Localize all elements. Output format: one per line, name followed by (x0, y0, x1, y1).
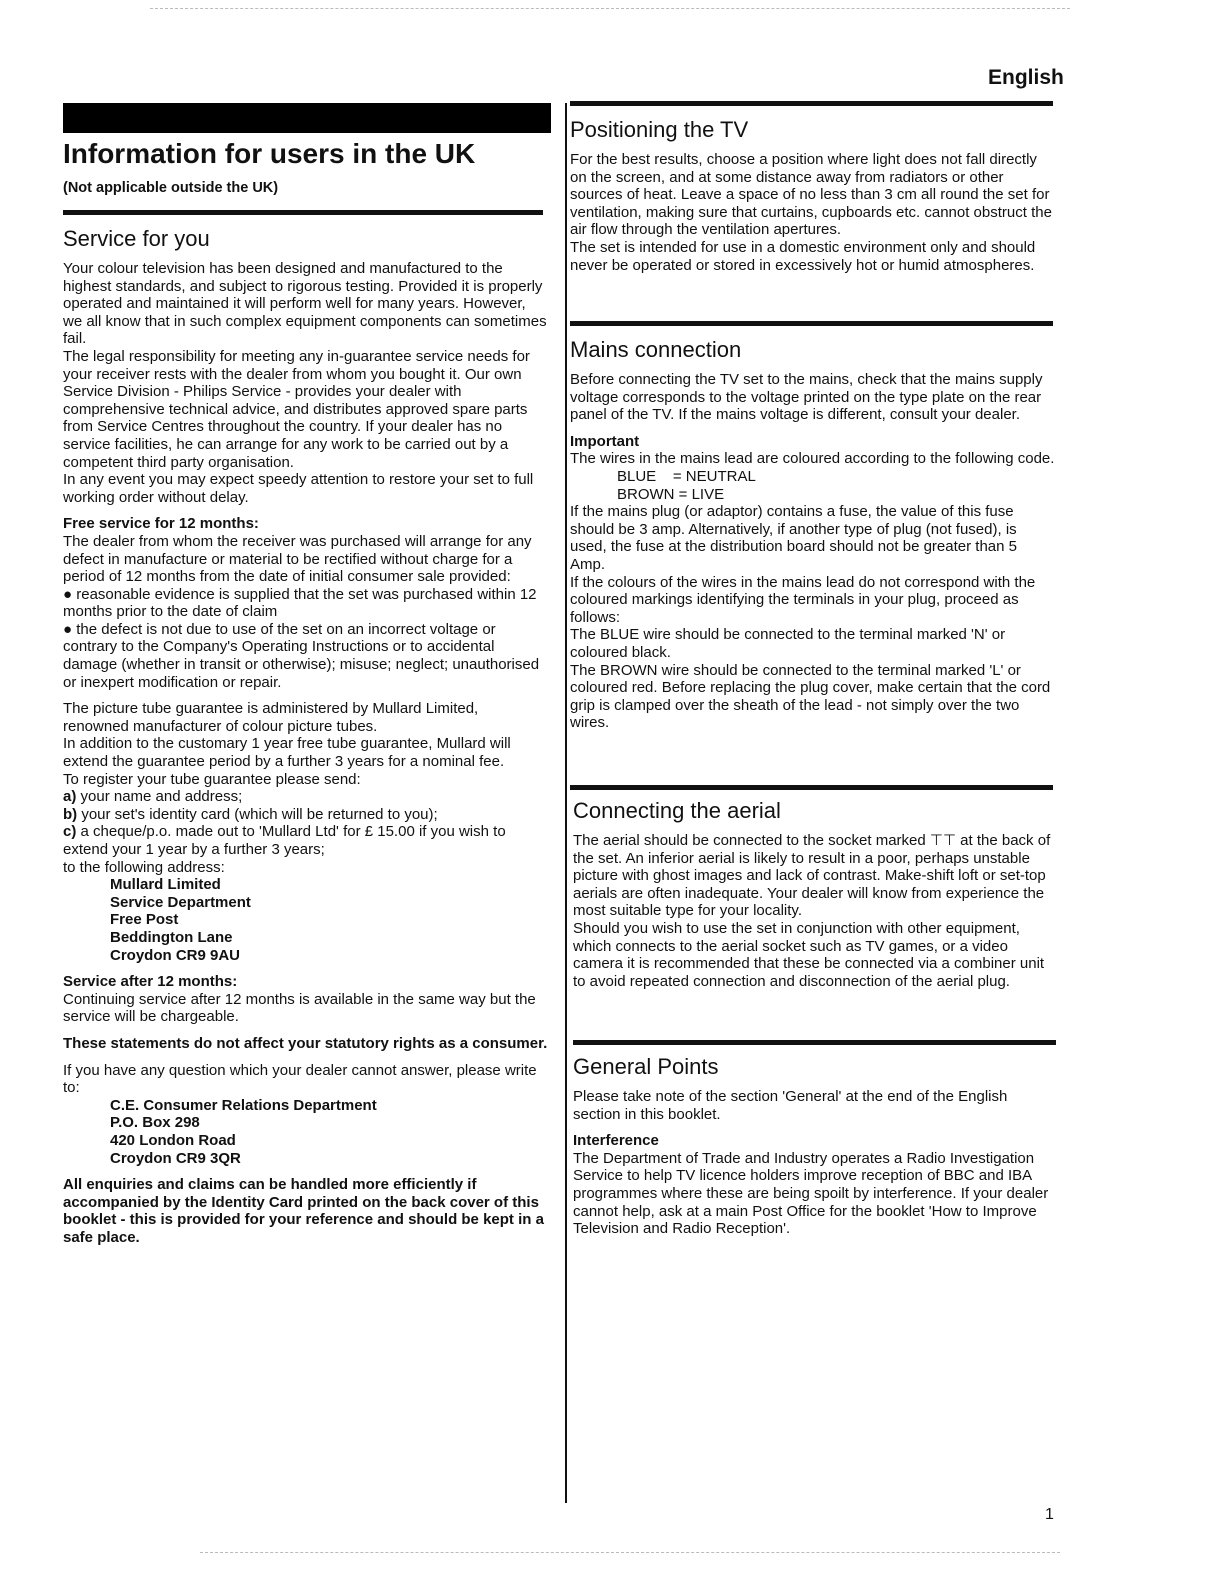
free-service-heading: Free service for 12 months: (63, 515, 259, 533)
paragraph: If you have any question which your dealer cannot answer, please write to: (63, 1061, 537, 1097)
page-title: Information for users in the UK (63, 138, 476, 169)
paragraph: The aerial should be connected to the socket marked ⊤⊤ at the back of the set. An inferior aerial is likely to result in a poor, perhaps unstable picture with ghost images and lack of contrast. Make-shift loft or set-top aerials are often inadequate. Your dealer will know from experience the most suitable type for your locality. (573, 832, 1051, 920)
address-mullard: Mullard Limited Service Department Free Post Beddington Lane Croydon CR9 9AU (110, 876, 251, 964)
bullet-item: ● the defect is not due to use of the set on an incorrect voltage or contrary to the Company's Operating Instructions or to accidental damage (whether in transit or otherwise); misuse; neglect; unauthorised or inexpert modification or repair. (63, 620, 540, 691)
paragraph: The set is intended for use in a domestic environment only and should never be operated or stored in excessively hot or humid atmospheres. (570, 238, 1036, 274)
paragraph: In any event you may expect speedy attention to restore your set to full working order without delay. (63, 471, 534, 506)
paragraph: to the following address: (63, 858, 225, 876)
bullet-item: ● reasonable evidence is supplied that the set was purchased within 12 months prior to the date of claim (63, 585, 537, 621)
service-after-heading: Service after 12 months: (63, 973, 238, 991)
code-brown: BROWN = LIVE (617, 485, 725, 503)
paragraph: In addition to the customary 1 year free tube guarantee, Mullard will extend the guarantee period by a further 3 years for a nominal fee. (63, 735, 511, 771)
paragraph: The BLUE wire should be connected to the terminal marked 'N' or coloured black. (570, 626, 1006, 661)
mains-body (570, 371, 1055, 732)
statutory-notice: These statements do not affect your statutory rights as a consumer. (63, 1034, 548, 1052)
paragraph: Your colour television has been designed and manufactured to the highest standards, and subject to rigorous testing. Provided it is properly operated and maintained it will perform well for many years. However, we all know that in such complex equipment components can sometimes fail. (63, 260, 547, 348)
language-label: English (988, 66, 1064, 89)
page-number: 1 (1045, 1506, 1054, 1523)
paragraph: The wires in the mains lead are coloured according to the following code. (570, 450, 1055, 468)
paragraph: Before connecting the TV set to the mains, check that the mains supply voltage corresponds to the voltage printed on the type plate on the rear panel of the TV. If the mains voltage is different, consult your dealer. (570, 371, 1043, 424)
list-item: a) your name and address; (63, 788, 243, 806)
address-consumer-relations: C.E. Consumer Relations Department P.O. Box 298 420 London Road Croydon CR9 3QR (110, 1096, 377, 1167)
aerial-body (573, 832, 1055, 990)
section-title-service: Service for you (63, 226, 210, 251)
section-title-mains: Mains connection (570, 337, 742, 362)
scan-artifact-top (150, 8, 1070, 10)
page-subtitle: (Not applicable outside the UK) (63, 180, 279, 196)
positioning-body (570, 151, 1055, 274)
paragraph: Continuing service after 12 months is available in the same way but the service will be chargeable. (63, 990, 536, 1026)
enquiries-notice: All enquiries and claims can be handled more efficiently if accompanied by the Identity Card printed on the back cover of this booklet - this is provided for your reference and should be kept in a safe place. (63, 1176, 544, 1246)
paragraph: The picture tube guarantee is administered by Mullard Limited, renowned manufacturer of colour picture tubes. (63, 700, 479, 735)
header-black-bar (63, 103, 551, 133)
section-divider (63, 210, 543, 215)
paragraph: The BROWN wire should be connected to the terminal marked 'L' or coloured red. Before replacing the plug cover, make certain that the cord grip is clamped over the sheath of the lead - not simply over the two wires. (570, 661, 1051, 732)
list-item: b) your set's identity card (which will be returned to you); (63, 805, 438, 823)
section-title-positioning: Positioning the TV (570, 117, 749, 142)
paragraph: Should you wish to use the set in conjunction with other equipment, which connects to the aerial socket such as TV games, or a video camera it is recommended that these be connected via a combiner unit to avoid repeated connection and disconnection of the aerial plug. (573, 919, 1045, 990)
paragraph: To register your tube guarantee please send: (63, 770, 361, 788)
paragraph: If the colours of the wires in the mains lead do not correspond with the coloured markings identifying the terminals in your plug, proceed as follows: (570, 573, 1036, 626)
scan-artifact-bottom (200, 1552, 1060, 1554)
column-divider (565, 103, 567, 1503)
interference-heading: Interference (573, 1132, 659, 1150)
paragraph: The legal responsibility for meeting any in-guarantee service needs for your receiver rests with the dealer from whom you bought it. Our own Service Division - Philips Service - provides your dealer with comprehensive technical advice, and distributes approved spare parts from Service Centres throughout the country. If your dealer has no service facilities, he can arrange for any work to be carried out by a competent third party organisation. (63, 347, 530, 471)
section-title-general: General Points (573, 1054, 719, 1079)
paragraph: If the mains plug (or adaptor) contains a fuse, the value of this fuse should be 3 amp. Alternatively, if another type of plug (not fused), is used, the fuse at the distribution board should not be greater than 5 Amp. (570, 503, 1017, 573)
list-item: c) a cheque/p.o. made out to 'Mullard Ltd' for £ 15.00 if you wish to extend your 1 year by a further 3 years; (63, 823, 506, 858)
paragraph: For the best results, choose a position where light does not fall directly on the screen, and at some distance away from radiators or other sources of heat. Leave a space of no less than 3 cm all round the set for ventilation, making sure that curtains, cupboards etc. cannot obstruct the air flow through the ventilation apertures. (570, 151, 1052, 239)
important-heading: Important (570, 432, 640, 450)
section-title-aerial: Connecting the aerial (573, 798, 781, 823)
section-divider (570, 101, 1053, 106)
section-divider (570, 321, 1053, 326)
service-body (63, 260, 548, 1246)
paragraph: The dealer from whom the receiver was purchased will arrange for any defect in manufacture or material to be rectified without charge for a period of 12 months from the date of initial consumer sale provided: (63, 532, 532, 586)
paragraph: Please take note of the section 'General' at the end of the English section in this booklet. (573, 1088, 1008, 1123)
section-divider (573, 1040, 1056, 1045)
paragraph: The Department of Trade and Industry operates a Radio Investigation Service to help TV licence holders improve reception of BBC and IBA programmes where these are being spoilt by interference. If your dealer cannot help, ask at a main Post Office for the booklet 'How to Improve Television and Radio Reception'. (573, 1149, 1049, 1238)
general-body (573, 1088, 1055, 1238)
code-blue: BLUE = NEUTRAL (617, 467, 756, 485)
section-divider (570, 785, 1053, 790)
